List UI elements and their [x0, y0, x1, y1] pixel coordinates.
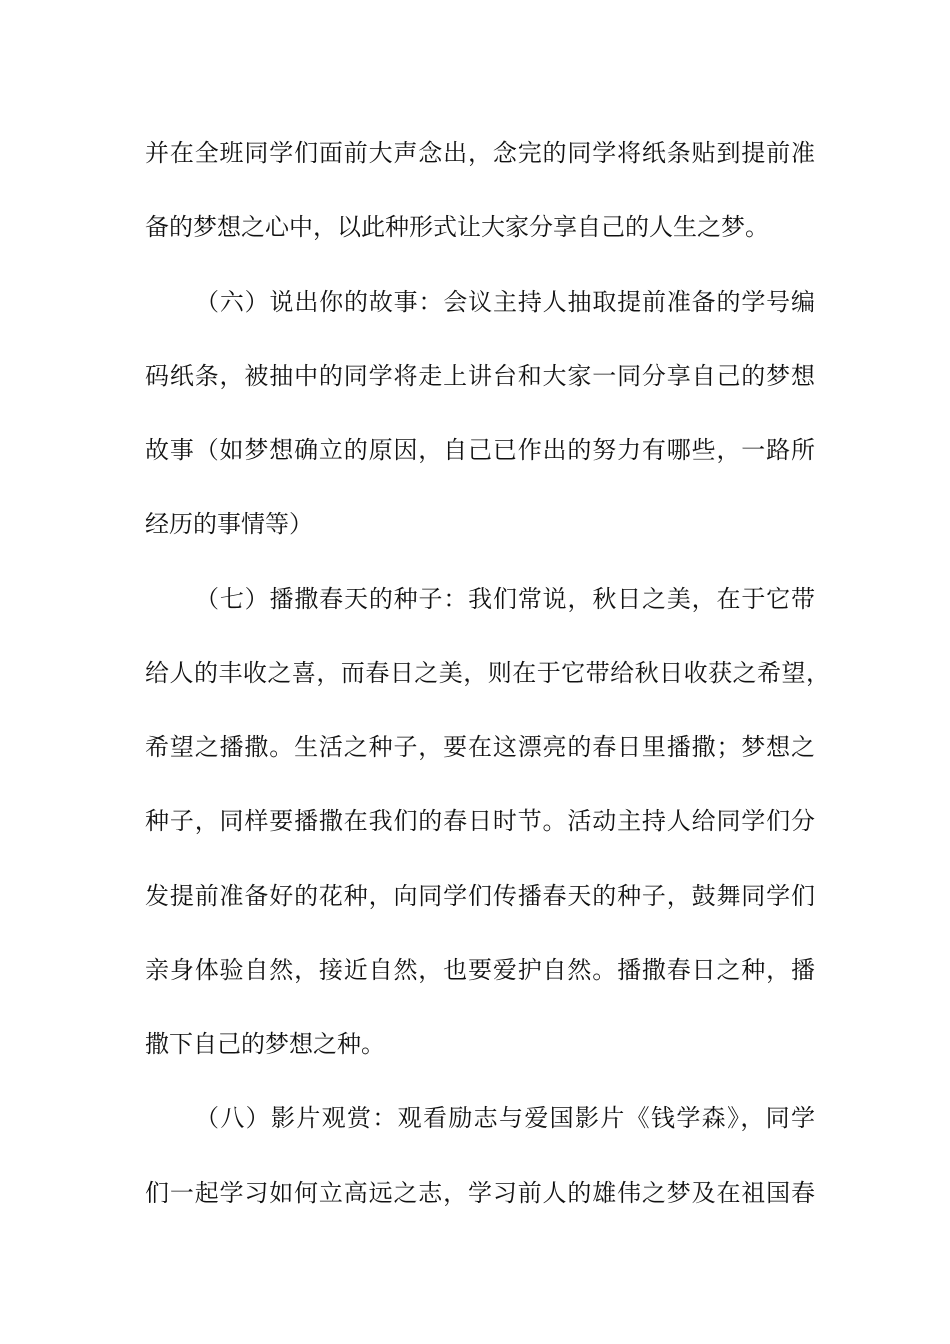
text-line: （六）说出你的故事：会议主持人抽取提前准备的学号编: [195, 288, 815, 316]
text-line: 并在全班同学们面前大声念出，念完的同学将纸条贴到提前准: [145, 139, 815, 167]
text-line: 经历的事情等）: [145, 510, 313, 538]
text-line: 发提前准备好的花种，向同学们传播春天的种子，鼓舞同学们: [145, 882, 815, 910]
text-line: 希望之播撒。生活之种子，要在这漂亮的春日里播撒；梦想之: [145, 733, 815, 761]
text-line: 给人的丰收之喜，而春日之美，则在于它带给秋日收获之希望，: [145, 659, 830, 687]
text-line: 码纸条，被抽中的同学将走上讲台和大家一同分享自己的梦想: [145, 362, 815, 390]
text-line: 种子，同样要播撒在我们的春日时节。活动主持人给同学们分: [145, 807, 815, 835]
text-line: （八）影片观赏：观看励志与爱国影片《钱学森》，同学: [195, 1104, 815, 1132]
text-line: 们一起学习如何立高远之志，学习前人的雄伟之梦及在祖国春: [145, 1179, 815, 1207]
text-line: 备的梦想之心中，以此种形式让大家分享自己的人生之梦。: [145, 213, 769, 241]
text-line: （七）播撒春天的种子：我们常说，秋日之美，在于它带: [195, 585, 815, 613]
text-line: 亲身体验自然，接近自然，也要爱护自然。播撒春日之种，播: [145, 956, 815, 984]
text-line: 撒下自己的梦想之种。: [145, 1030, 385, 1058]
text-line: 故事（如梦想确立的原因，自己已作出的努力有哪些，一路所: [145, 436, 815, 464]
